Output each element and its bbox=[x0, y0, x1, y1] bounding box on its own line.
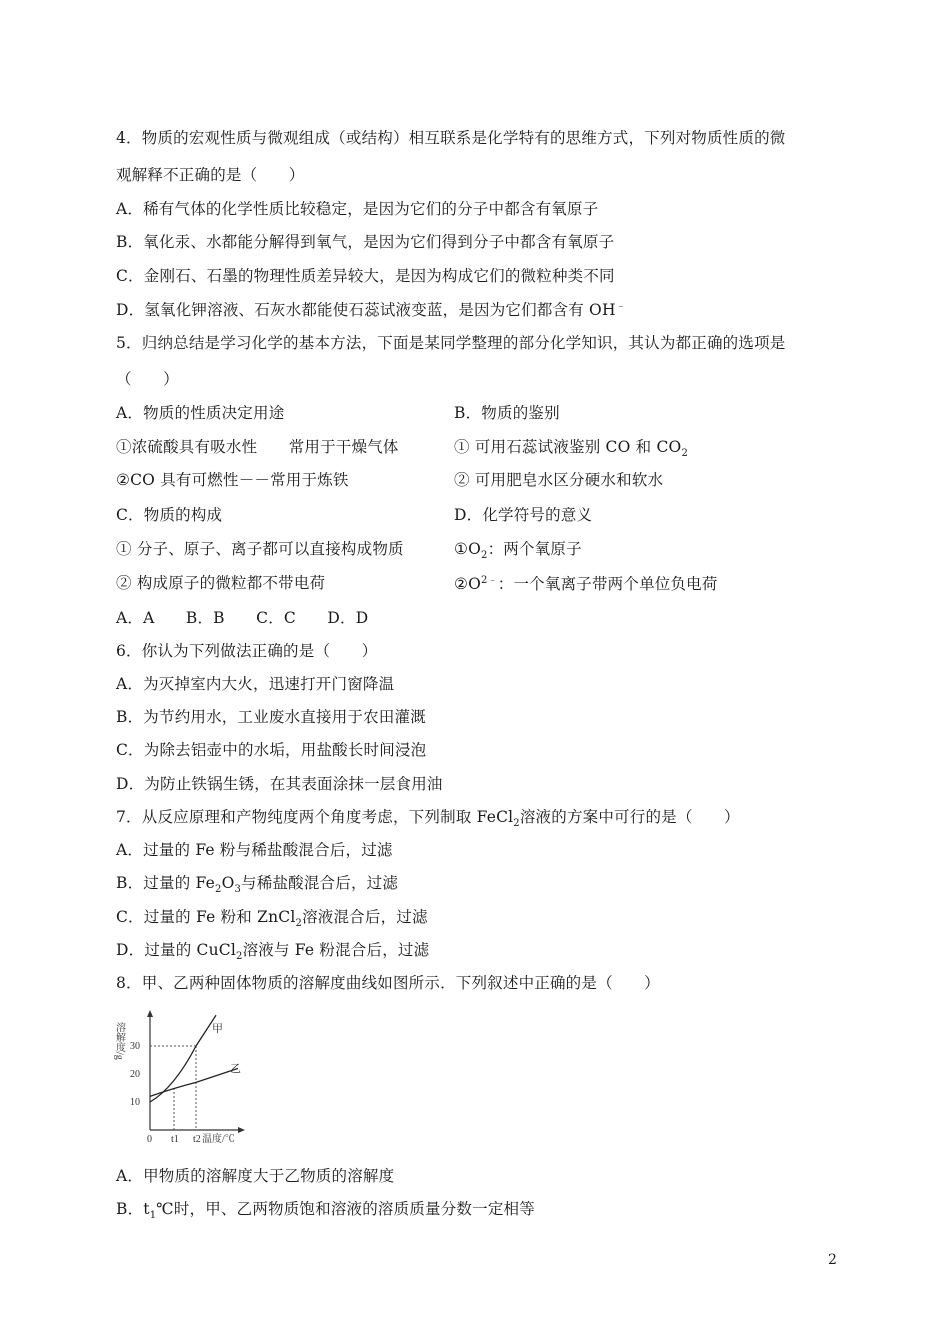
q5-d-item1: $①O_2$：两个氧原子 bbox=[454, 540, 582, 562]
q8-stem: 8．甲、乙两种固体物质的溶解度曲线如图所示．下列叙述中正确的是（ ） bbox=[116, 974, 660, 992]
x-axis-arrow bbox=[238, 1127, 245, 1133]
x-tick-label: 0 bbox=[147, 1134, 152, 1145]
q5-b-title: B．物质的鉴别 bbox=[454, 404, 560, 422]
series-line-yi bbox=[150, 1068, 238, 1096]
q5-options: A．A B．B C．C D．D bbox=[116, 609, 369, 627]
q5-a-item2: ②CO 具有可燃性－－常用于炼铁 bbox=[116, 471, 349, 489]
q4-option-c: C．金刚石、石墨的物理性质差异较大，是因为构成它们的微粒种类不同 bbox=[116, 267, 615, 285]
q7-option-b: B．过量的 $Fe_2O_3$与稀盐酸混合后，过滤 bbox=[116, 874, 399, 896]
q5-c-item1: ① 分子、原子、离子都可以直接构成物质 bbox=[116, 540, 404, 558]
series-line-jia bbox=[150, 1015, 216, 1102]
page-number: 2 bbox=[828, 1252, 837, 1268]
q5-a-title: A．物质的性质决定用途 bbox=[116, 404, 285, 422]
x-axis-label: 温度/℃ bbox=[202, 1134, 235, 1145]
q7-option-a: A．过量的 Fe 粉与稀盐酸混合后，过滤 bbox=[116, 841, 393, 859]
q6-option-c: C．为除去铝壶中的水垢，用盐酸长时间浸泡 bbox=[116, 741, 427, 759]
q8-option-a: A．甲物质的溶解度大于乙物质的溶解度 bbox=[116, 1167, 395, 1185]
q7-option-d: D．过量的 CuCl$_2$溶液与 Fe 粉混合后，过滤 bbox=[116, 941, 430, 963]
y-axis-arrow bbox=[147, 1010, 153, 1017]
y-tick-label: 20 bbox=[130, 1069, 140, 1080]
y-tick-label: 30 bbox=[130, 1041, 140, 1052]
q4-option-a: A．稀有气体的化学性质比较稳定，是因为它们的分子中都含有氧原子 bbox=[116, 200, 599, 218]
y-axis-label: 溶解度/g bbox=[113, 1022, 125, 1060]
q5-b-item1: ① 可用石蕊试液鉴别 CO 和 $CO_2$ bbox=[454, 438, 689, 460]
q5-b-item2: ② 可用肥皂水区分硬水和软水 bbox=[454, 471, 664, 489]
q4-stem-line1: 4．物质的宏观性质与微观组成（或结构）相互联系是化学特有的思维方式，下列对物质性质的微 bbox=[116, 129, 786, 147]
q5-stem-line2: （ ） bbox=[116, 370, 179, 388]
series-label: 乙 bbox=[230, 1063, 241, 1075]
y-tick-label: 10 bbox=[130, 1097, 140, 1108]
q5-d-item2: $②O^{2﹣}$：一个氧离子带两个单位负电荷 bbox=[454, 575, 718, 594]
q4-option-b: B．氧化汞、水都能分解得到氧气，是因为它们得到分子中都含有氧原子 bbox=[116, 233, 615, 251]
x-tick-label: t2 bbox=[193, 1134, 201, 1145]
series-label: 甲 bbox=[212, 1023, 223, 1035]
q8-option-b: B．$t_1℃$时，甲、乙两物质饱和溶液的溶质质量分数一定相等 bbox=[116, 1200, 535, 1222]
q6-stem: 6．你认为下列做法正确的是（ ） bbox=[116, 642, 378, 660]
q4-option-d: D．氢氧化钾溶液、石灰水都能使石蕊试液变蓝，是因为它们都含有 OH﹣ bbox=[116, 301, 626, 320]
q4-stem-line2: 观解释不正确的是（ ） bbox=[116, 166, 305, 184]
solubility-chart bbox=[113, 1008, 250, 1146]
q5-c-item2: ② 构成原子的微粒都不带电荷 bbox=[116, 574, 326, 592]
x-tick-label: t1 bbox=[171, 1134, 179, 1145]
q5-stem-line1: 5．归纳总结是学习化学的基本方法，下面是某同学整理的部分化学知识，其认为都正确的选项是 bbox=[116, 334, 786, 352]
q5-a-item1: ①浓硫酸具有吸水性 常用于干燥气体 bbox=[116, 438, 399, 456]
q6-option-d: D．为防止铁锅生锈，在其表面涂抹一层食用油 bbox=[116, 775, 443, 793]
q7-option-c: C．过量的 Fe 粉和 ZnCl$_2$溶液混合后，过滤 bbox=[116, 908, 428, 930]
q5-c-title: C．物质的构成 bbox=[116, 506, 223, 524]
q5-d-title: D．化学符号的意义 bbox=[454, 506, 593, 524]
q7-stem: 7．从反应原理和产物纯度两个角度考虑，下列制取 FeCl$_2$溶液的方案中可行的是（ ） bbox=[116, 808, 740, 830]
q6-option-b: B．为节约用水，工业废水直接用于农田灌溉 bbox=[116, 708, 426, 726]
q6-option-a: A．为灭掉室内大火，迅速打开门窗降温 bbox=[116, 675, 395, 693]
